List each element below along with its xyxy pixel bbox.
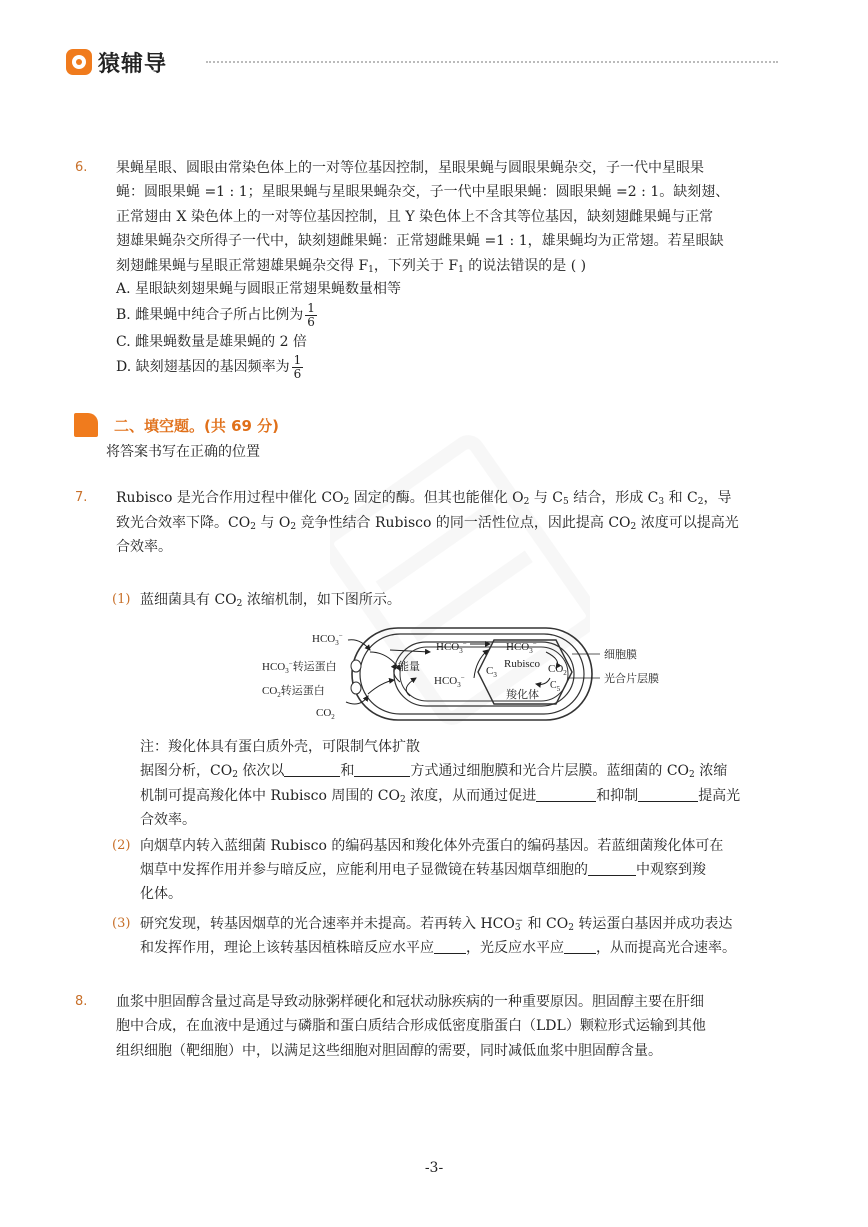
answer-blank[interactable] — [284, 762, 340, 777]
q7-part-2-number: (2) — [112, 838, 131, 853]
label-c3: $C_3$ — [486, 665, 497, 679]
label-thylakoid-membrane: 光合片层膜 — [604, 673, 659, 685]
q7-intro-line-1: Rubisco 是光合作用过程中催化 $CO_2$ 固定的酶。但其也能催化 $O_2$ 与 $C_5$ 结合，形成 $C_3$ 和 $C_2$，导 — [116, 490, 732, 507]
q7-part-1-line-1: 据图分析，$CO_2$ 依次以 和 方式通过细胞膜和光合片层膜。蓝细菌的 $CO_2$ 浓缩 — [140, 763, 728, 780]
header-divider — [206, 61, 778, 63]
hco3-transporter-protein — [351, 660, 361, 672]
q7-part-3-line-2: 和发挥作用，理论上该转基因植株暗反应水平应 ，光反应水平应 ，从而提高光合速率。 — [140, 940, 736, 956]
q7-part-2-line-2: 烟草中发挥作用并参与暗反应，应能利用电子显微镜在转基因烟草细胞的 中观察到羧 — [140, 862, 706, 878]
label-co2-inner: $CO_2$ — [548, 663, 567, 677]
q6-option-a: A. 星眼缺刻翅果蝇与圆眼正常翅果蝇数量相等 — [116, 281, 402, 297]
label-co2-transporter: $CO_2$转运蛋白 — [262, 685, 325, 699]
co2-transporter-protein — [351, 682, 361, 694]
section-2-note: 将答案书写在正确的位置 — [106, 444, 260, 460]
page-header — [66, 46, 167, 78]
q6-line-2: 蝇：圆眼果蝇 =1 : 1；星眼果蝇与星眼果蝇杂交，子一代中星眼果蝇：圆眼果蝇 =2 : 1。缺刻翅、 — [116, 184, 730, 200]
q7-intro-line-3: 合效率。 — [116, 539, 172, 555]
q6-line-1: 果蝇星眼、圆眼由常染色体上的一对等位基因控制，星眼果蝇与圆眼果蝇杂交，子一代中星眼果 — [116, 160, 704, 176]
q7-part-2-line-1: 向烟草内转入蓝细菌 Rubisco 的编码基因和羧化体外壳蛋白的编码基因。若蓝细菌羧化体可在 — [140, 838, 724, 854]
cyanobacteria-co2-diagram — [250, 622, 690, 726]
q8-line-3: 组织细胞（靶细胞）中，以满足这些细胞对胆固醇的需要，同时减低血浆中胆固醇含量。 — [116, 1043, 662, 1059]
q7-part-2-line-3: 化体。 — [140, 886, 182, 902]
q6-line-5: 刻翅雌果蝇与星眼正常翅雄果蝇杂交得 $F_1$，下列关于 $F_1$ 的说法错误的是 ( ) — [116, 258, 587, 275]
label-hco3-transporter: $HCO_3^-$转运蛋白 — [262, 660, 337, 675]
label-rubisco: Rubisco — [504, 658, 541, 670]
q8-line-2: 胞中合成，在血液中是通过与磷脂和蛋白质结合形成低密度脂蛋白（LDL）颗粒形式运输到其他 — [116, 1018, 706, 1034]
label-hco3-lower: $HCO_3^-$ — [434, 674, 465, 689]
section-2-heading — [74, 413, 279, 437]
question-7-number: 7. — [75, 490, 88, 505]
q6-line-4: 翅雄果蝇杂交所得子一代中，缺刻翅雌果蝇：正常翅雌果蝇 =1 : 1，雄果蝇均为正常翅。若星眼缺 — [116, 233, 724, 249]
section-2-title: 二、填空题。(共 69 分) — [114, 416, 280, 435]
q6-option-b: B. 雌果蝇中纯合子所占比例为 $\frac{1}{6}$ — [116, 300, 315, 329]
q7-intro-line-2: 致光合效率下降。$CO_2$ 与 $O_2$ 竞争性结合 Rubisco 的同一活性位点，因此提高 $CO_2$ 浓度可以提高光 — [116, 515, 739, 532]
monkey-logo-icon — [66, 49, 92, 75]
q8-line-1: 血浆中胆固醇含量过高是导致动脉粥样硬化和冠状动脉疾病的一种重要原因。胆固醇主要在肝细 — [116, 994, 704, 1010]
answer-blank[interactable] — [638, 787, 698, 802]
diagram-note: 注：羧化体具有蛋白质外壳，可限制气体扩散 — [140, 739, 420, 755]
label-energy: 能量 — [398, 661, 420, 673]
label-carboxysome: 羧化体 — [506, 689, 539, 701]
q7-part-3-number: (3) — [112, 916, 131, 931]
label-cell-membrane: 细胞膜 — [604, 649, 637, 661]
q7-part-1-line-2: 机制可提高羧化体中 Rubisco 周围的 $CO_2$ 浓度，从而通过促进 和抑制 提高光 — [140, 788, 741, 805]
answer-blank[interactable] — [536, 787, 596, 802]
q7-part-3-line-1: 研究发现，转基因烟草的光合速率并未提高。若再转入 $HCO_3^-$ 和 $CO_2$ 转运蛋白基因并成功表达 — [140, 916, 733, 933]
answer-blank[interactable] — [354, 762, 410, 777]
label-hco3-thylakoid: $HCO_3^-$ — [436, 640, 467, 655]
brand-name: 猿辅导 — [98, 51, 168, 77]
q6-option-c: C. 雌果蝇数量是雄果蝇的 2 倍 — [116, 334, 307, 350]
answer-blank[interactable] — [434, 939, 466, 954]
q7-part-1-number: (1) — [112, 592, 131, 607]
q6-line-3: 正常翅由 X 染色体上的一对等位基因控制，且 Y 染色体上不含其等位基因，缺刻翅雌果蝇与正常 — [116, 209, 714, 225]
label-hco3-carboxysome: $HCO_3^-$ — [506, 640, 537, 655]
q7-part-1-line-3: 合效率。 — [140, 812, 196, 828]
page-number: -3- — [424, 1160, 444, 1176]
answer-blank[interactable] — [564, 939, 596, 954]
q6-option-d: D. 缺刻翅基因的基因频率为 $\frac{1}{6}$ — [116, 352, 302, 381]
answer-blank[interactable] — [588, 861, 636, 876]
question-6-number: 6. — [75, 160, 88, 175]
question-8-number: 8. — [75, 994, 88, 1009]
q7-part-1-text: 蓝细菌具有 $CO_2$ 浓缩机制，如下图所示。 — [140, 592, 401, 609]
label-hco3-outside: $HCO_3^-$ — [312, 632, 343, 647]
label-c5: $C_5$ — [550, 680, 561, 693]
label-co2-outside: $CO_2$ — [316, 707, 335, 721]
thylakoid-inner — [400, 647, 568, 701]
section-flag-icon — [74, 413, 98, 437]
